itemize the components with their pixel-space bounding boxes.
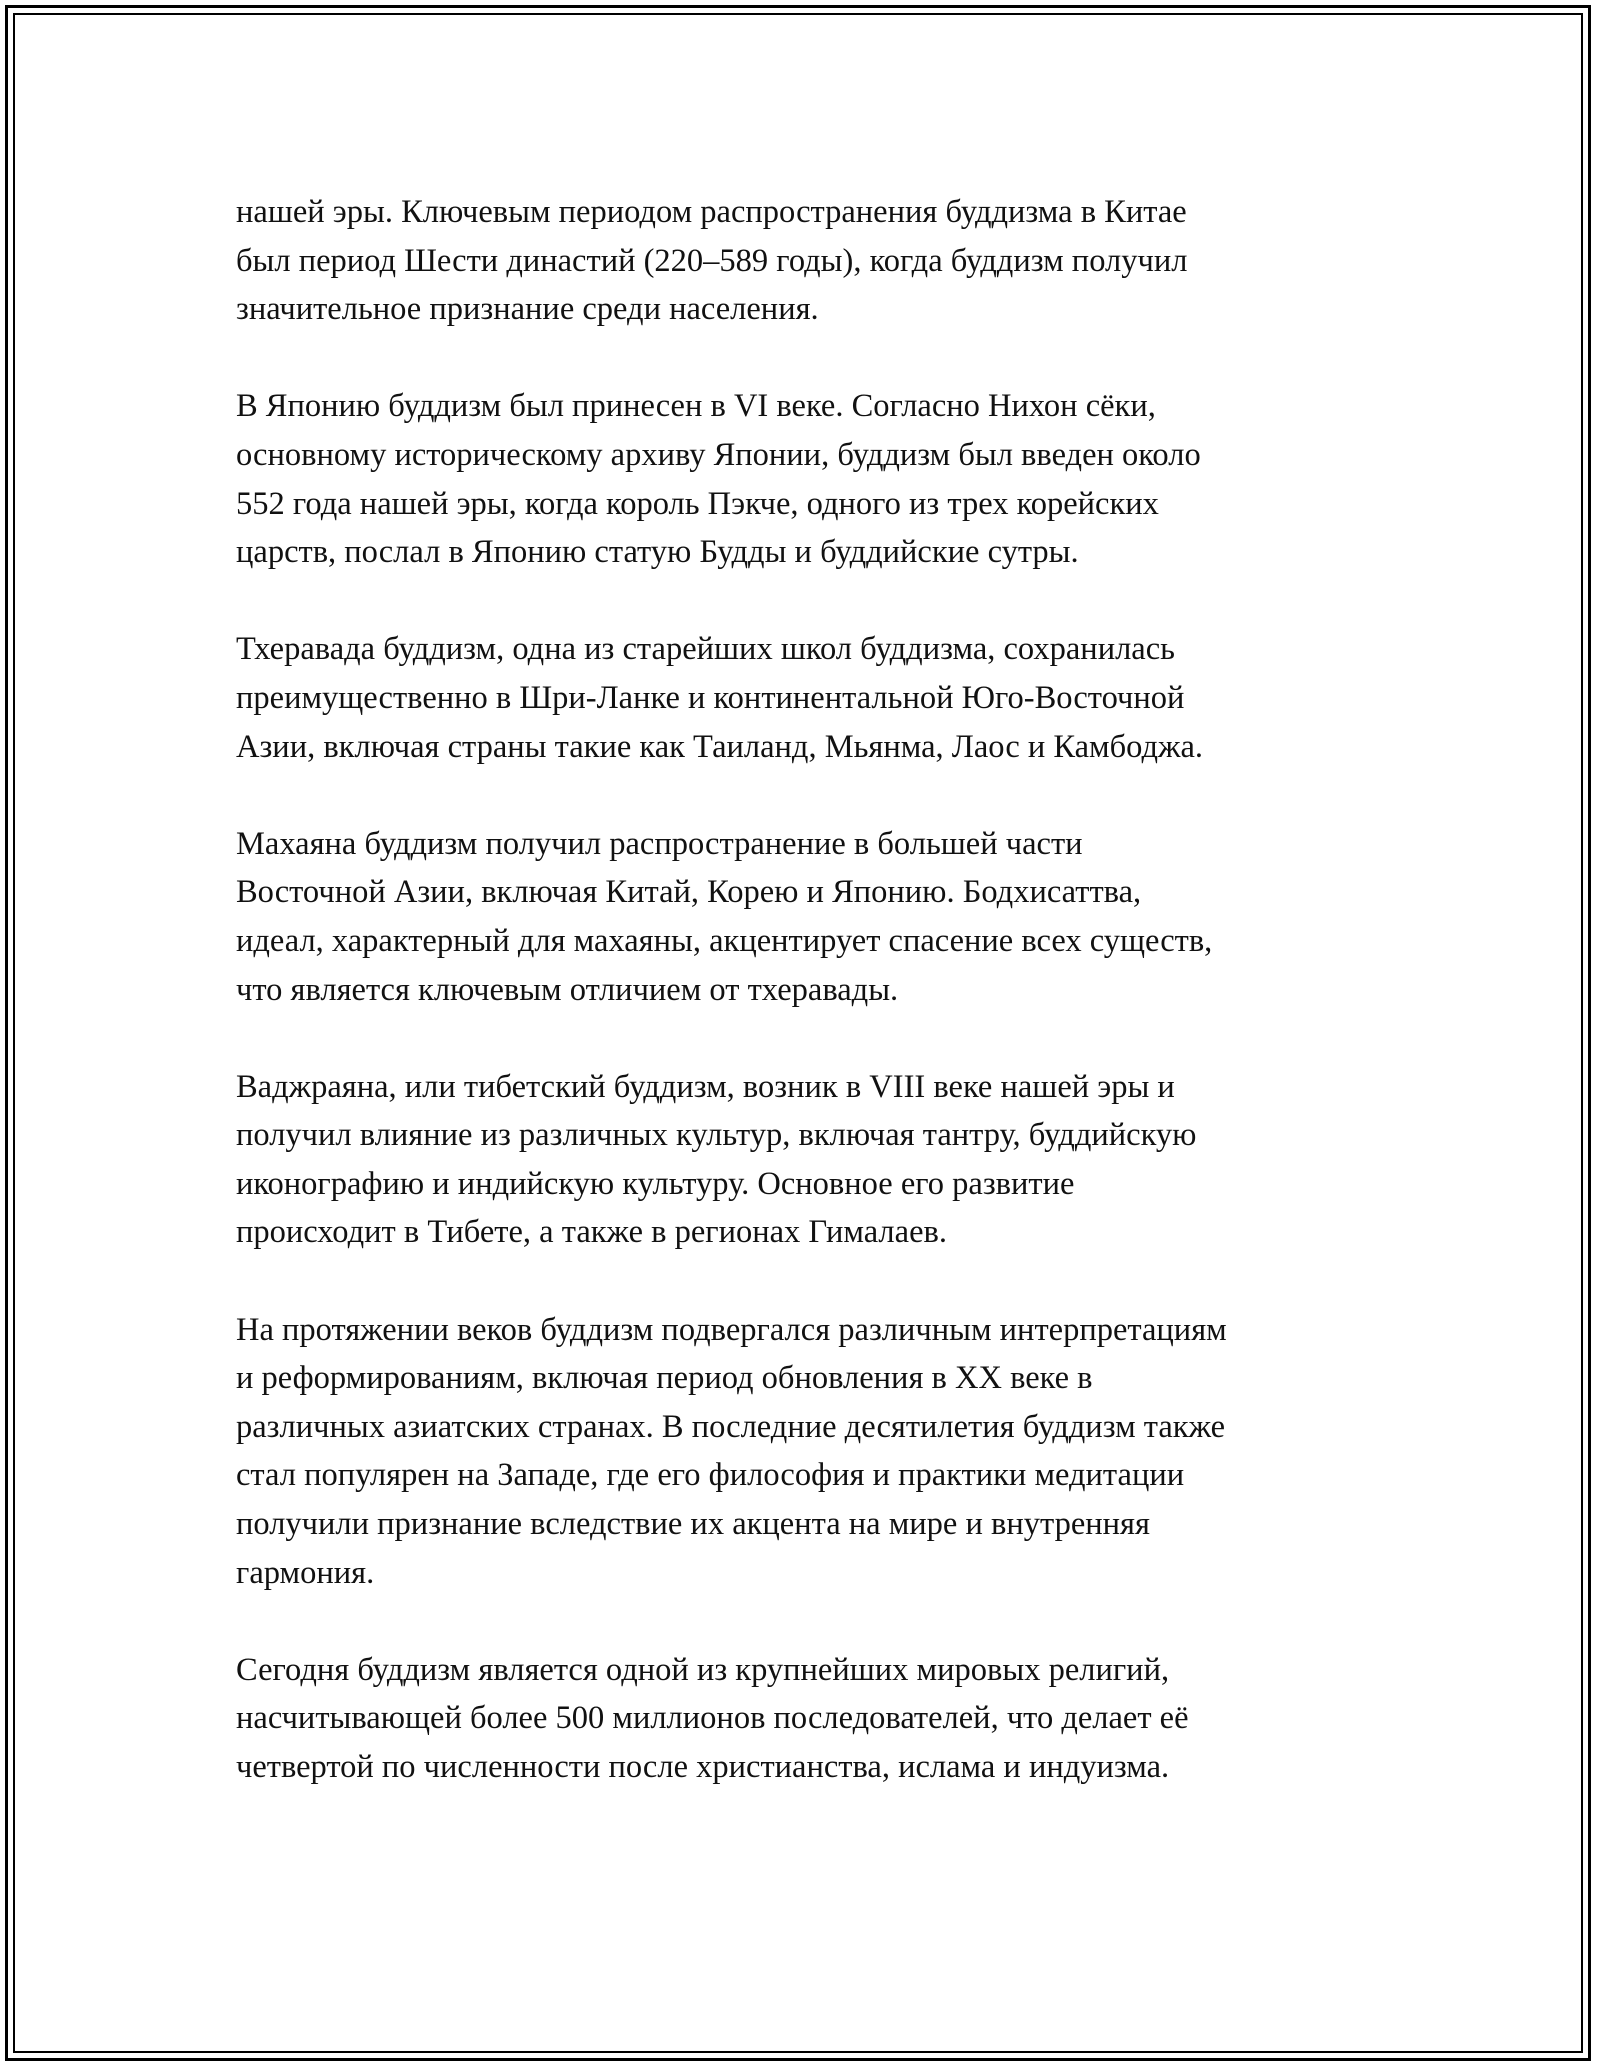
document-body bbox=[236, 188, 1376, 1840]
paragraph-7: Сегодня буддизм является одной из крупнейших мировых религий, насчитывающей более 500 миллионов последователей, что делает её четвертой по численности после христианства, ислама и индуизма. bbox=[236, 1651, 1189, 1785]
paragraph-6: На протяжении веков буддизм подвергался различным интерпретациям и реформированиям, включая период обновления в XX веке в различных азиатских странах. В последние десятилетия буддизм также стал популярен на Западе, где его философия и практики медитации получили признание вследствие их акцента на мире и внутренняя гармония. bbox=[236, 1311, 1227, 1591]
paragraph-5: Ваджраяна, или тибетский буддизм, возник в VIII веке нашей эры и получил влияние из различных культур, включая тантру, буддийскую иконографию и индийскую культуру. Основное его развитие происходит в Тибете, а также в регионах Гималаев. bbox=[236, 1068, 1197, 1251]
paragraph-4: Махаяна буддизм получил распространение в большей части Восточной Азии, включая Китай, Корею и Японию. Бодхисаттва, идеал, характерный для махаяны, акцентирует спасение всех существ, что является ключевым отличием от тхеравады. bbox=[236, 825, 1213, 1008]
paragraph-2: В Японию буддизм был принесен в VI веке. Согласно Нихон сёки, основному историческому архиву Японии, буддизм был введен около 552 года нашей эры, когда король Пэкче, одного из трех корейских царств, послал в Японию статую Будды и буддийские сутры. bbox=[236, 388, 1201, 571]
paragraph-1: нашей эры. Ключевым периодом распространения буддизма в Китае был период Шести династий (220–589 годы), когда буддизм получил значительное признание среди населения. bbox=[236, 194, 1188, 328]
paragraph-3: Тхеравада буддизм, одна из старейших школ буддизма, сохранилась преимущественно в Шри-Ланке и континентальной Юго-Восточной Азии, включая страны такие как Таиланд, Мьянма, Лаос и Камбоджа. bbox=[236, 631, 1204, 765]
